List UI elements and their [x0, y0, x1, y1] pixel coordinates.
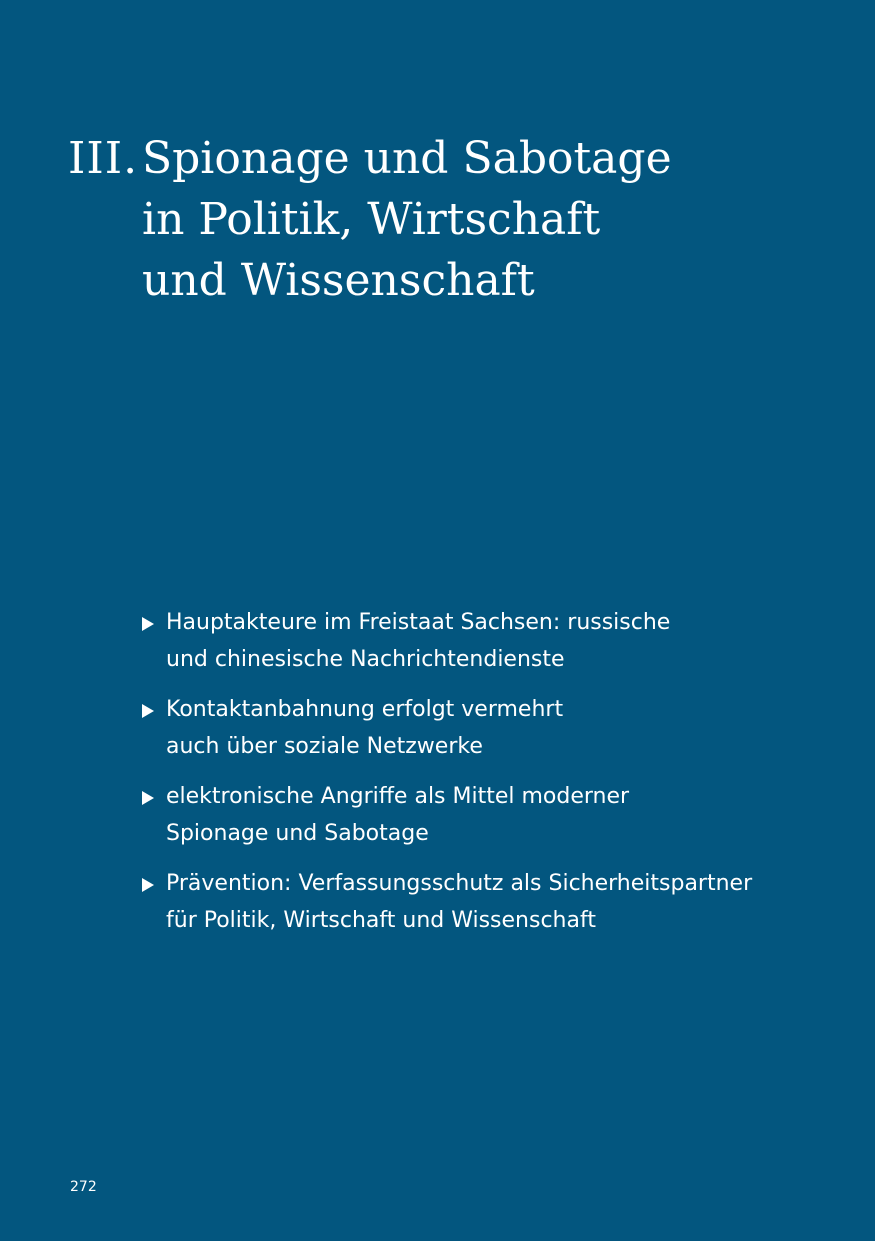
chapter-title-line: Spionage und Sabotage	[142, 133, 672, 184]
triangle-right-icon	[142, 704, 154, 718]
page-number: 272	[70, 1179, 97, 1195]
summary-bullet-list	[142, 604, 822, 952]
bullet-text	[166, 865, 822, 939]
bullet-text-line: Spionage und Sabotage	[166, 821, 429, 846]
summary-bullet-item	[142, 691, 822, 765]
chapter-number: III.	[68, 133, 139, 184]
summary-bullet-item	[142, 865, 822, 939]
bullet-text-line: und chinesische Nachrichtendienste	[166, 647, 565, 672]
bullet-text-line: elektronische Angriffe als Mittel moderner	[166, 784, 630, 809]
summary-bullet-item	[142, 604, 822, 678]
bullet-text-line: auch über soziale Netzwerke	[166, 734, 483, 759]
bullet-text	[166, 691, 822, 765]
bullet-text	[166, 604, 822, 678]
triangle-right-icon	[142, 791, 154, 805]
bullet-text-line: Hauptakteure im Freistaat Sachsen: russische	[166, 610, 671, 635]
triangle-right-icon	[142, 617, 154, 631]
chapter-title	[142, 128, 822, 311]
bullet-text	[166, 778, 822, 852]
triangle-right-icon	[142, 878, 154, 892]
bullet-text-line: Prävention: Verfassungsschutz als Sicherheitspartner	[166, 871, 753, 896]
bullet-text-line: für Politik, Wirtschaft und Wissenschaft	[166, 908, 596, 933]
chapter-title-line: und Wissenschaft	[142, 255, 535, 306]
chapter-title-line: in Politik, Wirtschaft	[142, 194, 601, 245]
summary-bullet-item	[142, 778, 822, 852]
bullet-text-line: Kontaktanbahnung erfolgt vermehrt	[166, 697, 564, 722]
